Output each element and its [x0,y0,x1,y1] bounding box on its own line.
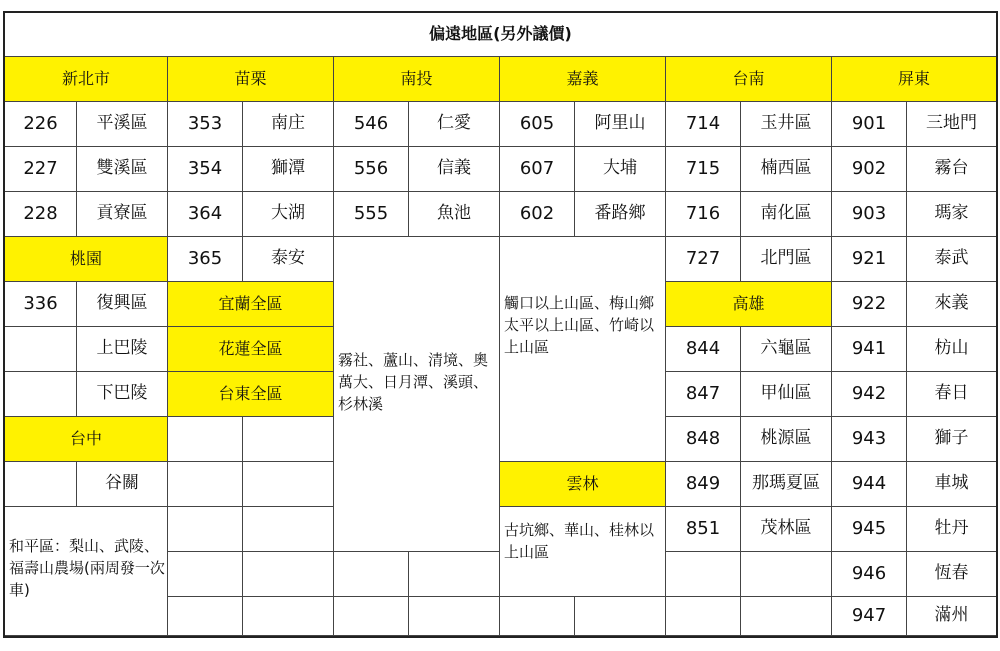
postal-code: 901 [832,102,907,147]
remote-areas-table [3,11,998,638]
district-name: 六龜區 [741,327,832,372]
district-name: 枋山 [907,327,996,372]
postal-code: 922 [832,282,907,327]
district-name: 牡丹 [907,507,996,552]
postal-code: 941 [832,327,907,372]
nantou-note: 霧社、蘆山、清境、奧萬大、日月潭、溪頭、杉林溪 [334,237,500,552]
whole-region-yilan: 宜蘭全區 [168,282,334,327]
region-header-yunlin: 雲林 [500,462,666,507]
district-name: 恆春 [907,552,996,597]
postal-code: 902 [832,147,907,192]
district-name: 春日 [907,372,996,417]
district-name: 下巴陵 [77,372,168,417]
district-name: 復興區 [77,282,168,327]
district-name: 信義 [409,147,500,192]
postal-code: 903 [832,192,907,237]
region-header-pingtung: 屏東 [832,57,996,102]
taichung-note: 和平區：梨山、武陵、福壽山農場(兩周發一次車) [5,507,168,636]
postal-code: 226 [5,102,77,147]
empty-cell [500,597,575,636]
empty-cell [168,462,243,507]
empty-cell [5,462,77,507]
district-name: 甲仙區 [741,372,832,417]
district-name: 番路鄉 [575,192,666,237]
postal-code: 228 [5,192,77,237]
yunlin-note: 古坑鄉、華山、桂林以上山區 [500,507,666,597]
district-name: 泰武 [907,237,996,282]
district-name: 雙溪區 [77,147,168,192]
postal-code: 715 [666,147,741,192]
postal-code: 944 [832,462,907,507]
postal-code: 227 [5,147,77,192]
district-name: 大埔 [575,147,666,192]
district-name: 仁愛 [409,102,500,147]
empty-cell [243,507,334,552]
district-name: 平溪區 [77,102,168,147]
empty-cell [168,507,243,552]
empty-cell [409,552,500,597]
district-name: 上巴陵 [77,327,168,372]
empty-cell [168,597,243,636]
empty-cell [575,597,666,636]
empty-cell [243,552,334,597]
district-name: 那瑪夏區 [741,462,832,507]
district-name: 北門區 [741,237,832,282]
empty-cell [741,552,832,597]
postal-code: 336 [5,282,77,327]
district-name: 泰安 [243,237,334,282]
region-header-miaoli: 苗栗 [168,57,334,102]
district-name: 南庄 [243,102,334,147]
region-header-taichung: 台中 [5,417,168,462]
table-title: 偏遠地區(另外議價) [5,13,996,57]
region-header-chiayi: 嘉義 [500,57,666,102]
empty-cell [409,597,500,636]
district-name: 貢寮區 [77,192,168,237]
empty-cell [334,552,409,597]
postal-code: 714 [666,102,741,147]
district-name: 大湖 [243,192,334,237]
postal-code: 942 [832,372,907,417]
postal-code: 947 [832,597,907,636]
district-name: 來義 [907,282,996,327]
postal-code: 605 [500,102,575,147]
postal-code: 844 [666,327,741,372]
postal-code: 847 [666,372,741,417]
postal-code: 851 [666,507,741,552]
postal-code: 546 [334,102,409,147]
postal-code: 555 [334,192,409,237]
empty-cell [741,597,832,636]
empty-cell [666,552,741,597]
district-name: 南化區 [741,192,832,237]
empty-cell [243,462,334,507]
empty-cell [334,597,409,636]
postal-code: 943 [832,417,907,462]
postal-code: 364 [168,192,243,237]
empty-cell [168,417,243,462]
district-name: 楠西區 [741,147,832,192]
empty-cell [666,597,741,636]
district-name: 玉井區 [741,102,832,147]
district-name: 滿州 [907,597,996,636]
district-name: 魚池 [409,192,500,237]
district-name: 茂林區 [741,507,832,552]
postal-code: 607 [500,147,575,192]
empty-cell [168,552,243,597]
postal-code: 946 [832,552,907,597]
district-name: 阿里山 [575,102,666,147]
whole-region-taitung: 台東全區 [168,372,334,417]
region-header-taoyuan: 桃園 [5,237,168,282]
postal-code: 848 [666,417,741,462]
postal-code: 921 [832,237,907,282]
postal-code: 849 [666,462,741,507]
district-name: 霧台 [907,147,996,192]
district-name: 谷關 [77,462,168,507]
postal-code: 716 [666,192,741,237]
postal-code [5,372,77,417]
region-header-xinbei: 新北市 [5,57,168,102]
region-header-tainan: 台南 [666,57,832,102]
district-name: 獅潭 [243,147,334,192]
postal-code [5,327,77,372]
district-name: 車城 [907,462,996,507]
postal-code: 602 [500,192,575,237]
postal-code: 945 [832,507,907,552]
postal-code: 354 [168,147,243,192]
postal-code: 727 [666,237,741,282]
region-header-kaohsiung: 高雄 [666,282,832,327]
postal-code: 353 [168,102,243,147]
district-name: 獅子 [907,417,996,462]
empty-cell [243,417,334,462]
whole-region-hualien: 花蓮全區 [168,327,334,372]
district-name: 瑪家 [907,192,996,237]
postal-code: 365 [168,237,243,282]
region-header-nantou: 南投 [334,57,500,102]
chiayi-note: 觸口以上山區、梅山鄉太平以上山區、竹崎以上山區 [500,237,666,462]
postal-code: 556 [334,147,409,192]
empty-cell [243,597,334,636]
district-name: 三地門 [907,102,996,147]
district-name: 桃源區 [741,417,832,462]
